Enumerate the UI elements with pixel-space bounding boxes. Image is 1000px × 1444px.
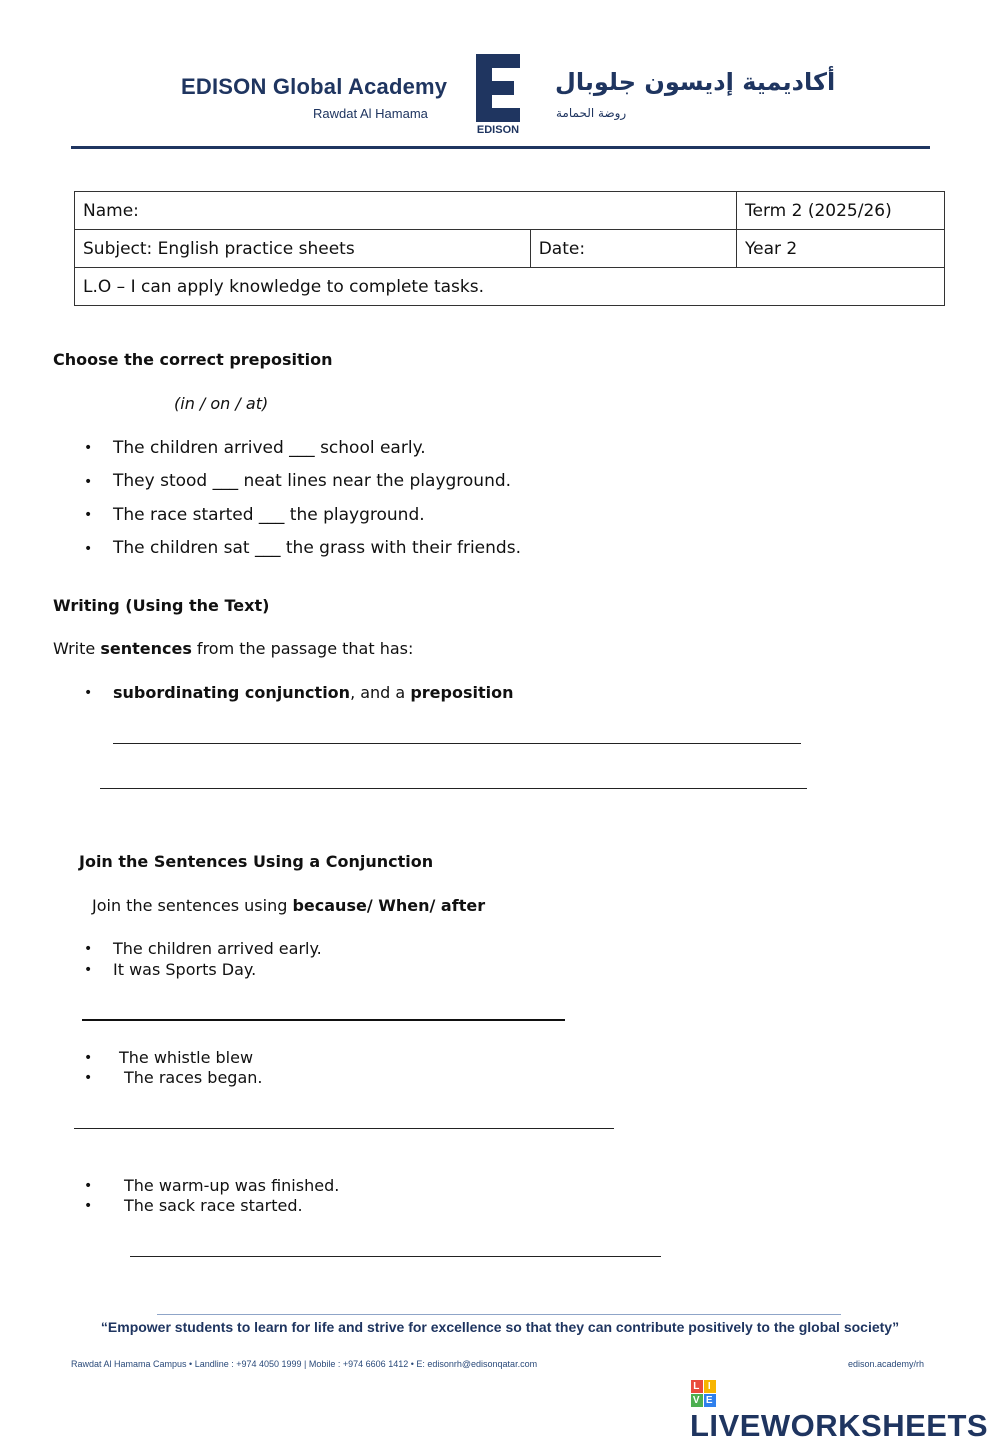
join-g2-item-2: The races began.: [124, 1068, 263, 1087]
preposition-item-3: The race started ___ the playground.: [113, 505, 425, 525]
answer-line-5[interactable]: [130, 1256, 661, 1257]
join-instr-bold: because/ When/ after: [292, 896, 486, 915]
section-title-join: Join the Sentences Using a Conjunction: [79, 852, 434, 871]
bullet-icon: •: [84, 474, 93, 490]
lw-badge-l: L: [691, 1380, 703, 1393]
preposition-item-2: They stood ___ neat lines near the playground.: [113, 471, 512, 491]
section-title-writing: Writing (Using the Text): [53, 596, 270, 615]
bullet-icon: •: [84, 440, 93, 456]
bullet-icon: •: [84, 507, 93, 523]
answer-line-4[interactable]: [74, 1128, 614, 1129]
writing-item: [113, 683, 513, 702]
footer-quote: “Empower students to learn for life and strive for excellence so that they can contribute positively to the global society”: [100, 1319, 900, 1335]
bullet-icon: •: [84, 1198, 93, 1214]
preposition-item-4: The children sat ___ the grass with their friends.: [113, 538, 521, 558]
lw-badge-v: V: [691, 1394, 703, 1407]
lw-wordmark: LIVEWORKSHEETS: [690, 1408, 989, 1443]
preposition-options: (in / on / at): [174, 394, 269, 413]
join-g3-item-2: The sack race started.: [124, 1196, 303, 1215]
instr-text-bold: sentences: [100, 639, 192, 658]
footer-contact: Rawdat Al Hamama Campus • Landline : +974 4050 1999 | Mobile : +974 6606 1412 • E: edisonrh@edisonqatar.com: [71, 1359, 538, 1369]
learning-objective-cell: L.O – I can apply knowledge to complete tasks.: [75, 268, 945, 306]
item-mid: , and a: [350, 683, 411, 702]
bullet-icon: •: [84, 1178, 93, 1194]
subject-cell: Subject: English practice sheets: [75, 230, 531, 268]
lw-badge-e: E: [704, 1394, 716, 1407]
lw-badge-i: I: [704, 1380, 716, 1393]
term-cell: Term 2 (2025/26): [737, 192, 945, 230]
lw-badge-icon: [690, 1380, 716, 1408]
item-bold-1: subordinating conjunction: [113, 683, 351, 702]
join-g2-item-1: The whistle blew: [119, 1048, 254, 1067]
info-table: [74, 191, 945, 306]
school-name-ar: أكاديمية إديسون جلوبال: [555, 68, 836, 96]
join-g3-item-1: The warm-up was finished.: [124, 1176, 340, 1195]
answer-line-3[interactable]: [82, 1019, 565, 1021]
date-cell[interactable]: Date:: [530, 230, 736, 268]
answer-line-1[interactable]: [113, 743, 801, 744]
writing-instruction: [53, 639, 413, 658]
liveworksheets-logo: [690, 1372, 1000, 1444]
year-cell: Year 2: [737, 230, 945, 268]
school-name-en: EDISON Global Academy: [181, 74, 448, 99]
instr-text-pre: Write: [53, 639, 101, 658]
instr-text-post: from the passage that has:: [191, 639, 414, 658]
bullet-icon: •: [84, 1070, 93, 1086]
join-g1-item-1: The children arrived early.: [113, 939, 322, 958]
join-g1-item-2: It was Sports Day.: [113, 960, 257, 979]
join-instr-pre: Join the sentences using: [92, 896, 293, 915]
header-divider: [71, 146, 930, 149]
bullet-icon: •: [84, 541, 93, 557]
section-title-preposition: Choose the correct preposition: [53, 350, 333, 369]
logo-word: EDISON: [476, 124, 520, 136]
preposition-item-1: The children arrived ___ school early.: [113, 438, 426, 458]
campus-name-en: Rawdat Al Hamama: [313, 106, 428, 121]
campus-name-ar: روضة الحمامة: [556, 106, 627, 120]
bullet-icon: •: [84, 1050, 93, 1066]
footer-website[interactable]: edison.academy/rh: [848, 1359, 925, 1369]
answer-line-2[interactable]: [100, 788, 807, 789]
bullet-icon: •: [84, 685, 93, 701]
join-instruction: [92, 896, 485, 915]
bullet-icon: •: [84, 962, 93, 978]
name-cell[interactable]: Name:: [75, 192, 737, 230]
bullet-icon: •: [84, 941, 93, 957]
item-bold-2: preposition: [410, 683, 514, 702]
footer-divider: [157, 1314, 841, 1315]
edison-logo-icon: [474, 52, 522, 124]
